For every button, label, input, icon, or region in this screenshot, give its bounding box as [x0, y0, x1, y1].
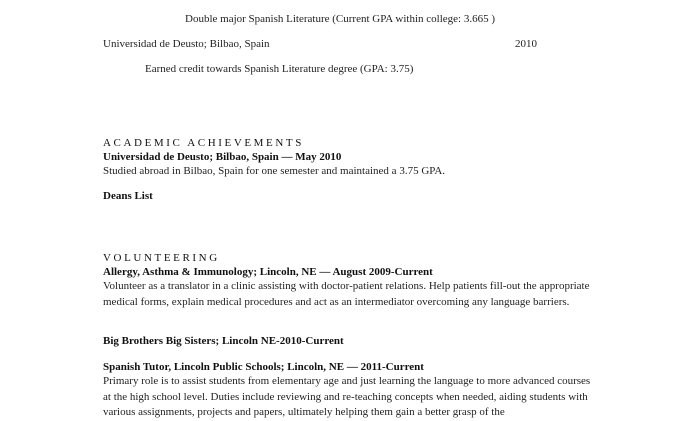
education-school: Universidad de Deusto; Bilbao, Spain [103, 38, 270, 50]
education-credit: Earned credit towards Spanish Literature degree (GPA: 3.75) [145, 63, 414, 75]
volunteer-entry-title: Big Brothers Big Sisters; Lincoln NE-2010-Current [103, 335, 344, 347]
education-year: 2010 [515, 38, 537, 50]
academic-entry-title: Universidad de Deusto; Bilbao, Spain — May 2010 [103, 151, 342, 163]
volunteer-entry-desc: Primary role is to assist students from elementary age and just learning the language to more advanced courses at the high school level. Duties include reviewing and re-teaching concepts when needed, aiding students with various assignments, projects and papers, ultimately helping them gain a better grasp of the [103, 375, 591, 418]
academic-heading: ACADEMIC ACHIEVEMENTS [103, 137, 304, 149]
academic-entry-desc: Studied abroad in Bilbao, Spain for one semester and maintained a 3.75 GPA. [103, 165, 446, 177]
deans-list: Deans List [103, 190, 153, 202]
volunteer-entry-desc: Volunteer as a translator in a clinic assisting with doctor-patient relations. Help patients fill-out the appropriate medical forms, explain medical procedures and act as an intermediator overcoming any language barriers. [103, 280, 590, 308]
volunteer-entry-title: Allergy, Asthma & Immunology; Lincoln, NE — August 2009-Current [103, 266, 433, 278]
education-double-major: Double major Spanish Literature (Current GPA within college: 3.665 ) [185, 13, 495, 25]
volunteer-entry-title: Spanish Tutor, Lincoln Public Schools; Lincoln, NE — 2011-Current [103, 361, 424, 373]
volunteering-heading: VOLUNTEERING [103, 252, 220, 264]
